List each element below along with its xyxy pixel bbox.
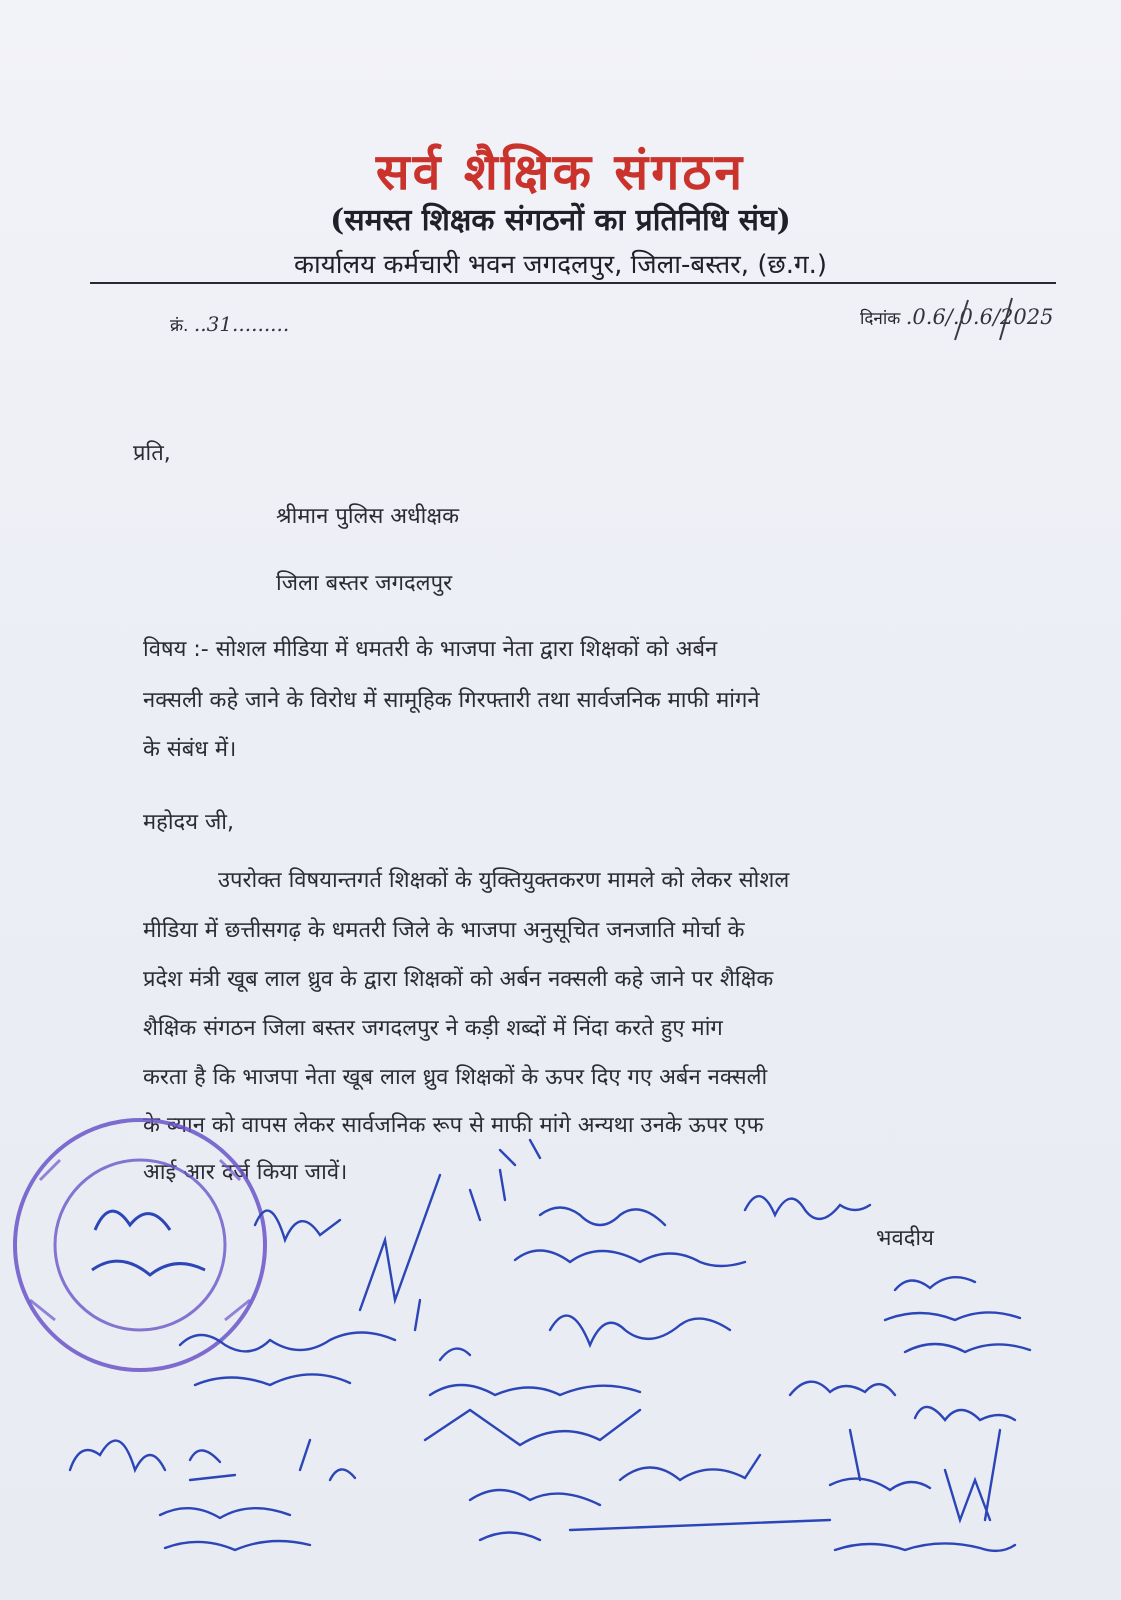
subject-line-3: के संबंध में। (143, 737, 237, 762)
body-line-2: मीडिया में छत्तीसगढ़ के धमतरी जिले के भाजपा अनुसूचित जनजाति मोर्चा के (143, 918, 745, 943)
body-line-4: शैक्षिक संगठन जिला बस्तर जगदलपुर ने कड़ी शब्दों में निंदा करते हुए मांग (143, 1016, 723, 1041)
body-line-6: के ब्यान को वापस लेकर सार्वजनिक रूप से माफी मांगे अन्यथा उनके ऊपर एफ (143, 1113, 764, 1138)
reference-value: ..31......... (193, 312, 290, 336)
body-line-7: आई आर दर्ज किया जावें। (143, 1160, 348, 1185)
organization-name: सर्व शैक्षिक संगठन (375, 142, 746, 201)
recipient-title: श्रीमान पुलिस अधीक्षक (276, 504, 460, 529)
organization-subtitle: (समस्त शिक्षक संगठनों का प्रतिनिधि संघ) (330, 203, 791, 238)
subject-line-2: नक्सली कहे जाने के विरोध में सामूहिक गिरफ्तारी तथा सार्वजनिक माफी मांगने (143, 688, 760, 713)
subject-line-1: विषय :- सोशल मीडिया में धमतरी के भाजपा नेता द्वारा शिक्षकों को अर्बन (143, 637, 718, 662)
date-value: .0.6/.0.6/2025 (905, 305, 1054, 329)
organization-address: कार्यालय कर्मचारी भवन जगदलपुर, जिला-बस्तर, (छ.ग.) (294, 250, 827, 280)
office-stamp (15, 1120, 265, 1370)
recipient-location: जिला बस्तर जगदलपुर (276, 571, 453, 596)
body-line-1: उपरोक्त विषयान्तगर्त शिक्षकों के युक्तियुक्तकरण मामले को लेकर सोशल (218, 868, 790, 893)
body-line-3: प्रदेश मंत्री खूब लाल ध्रुव के द्वारा शिक्षकों को अर्बन नक्सली कहे जाने पर शैक्षिक (143, 967, 774, 992)
date-label: दिनांक (860, 309, 901, 329)
greeting: महोदय जी, (143, 810, 234, 835)
closing-text: भवदीय (876, 1226, 934, 1251)
recipient-prefix: प्रति, (133, 441, 171, 466)
reference-label: क्रं. (170, 316, 189, 336)
date-handwriting-marks (955, 298, 1012, 340)
body-line-5: करता है कि भाजपा नेता खूब लाल ध्रुव शिक्षकों के ऊपर दिए गए अर्बन नक्सली (143, 1065, 768, 1090)
